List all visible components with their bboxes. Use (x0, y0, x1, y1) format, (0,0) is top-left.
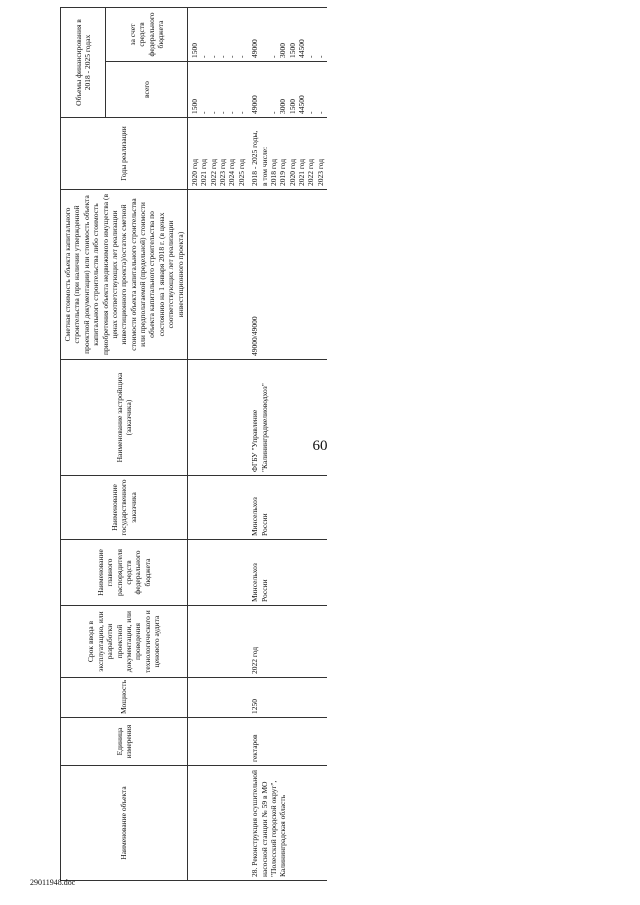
entry-estimate: 49000/49000 (248, 190, 327, 360)
continued-years (187, 118, 248, 190)
year-cell: 2019 год (278, 158, 288, 186)
financing-table (60, 7, 327, 881)
entry-state-customer: Минсельхоз России (248, 476, 327, 540)
page-number: 60 (312, 438, 328, 454)
federal-cell: - (306, 55, 316, 58)
federal-cell: - (268, 55, 278, 58)
entry-federal (248, 8, 327, 62)
total-cell: - (268, 111, 278, 114)
total-cell: 3000 (278, 99, 288, 114)
federal-cell: - (227, 55, 237, 58)
federal-cell: - (236, 55, 246, 58)
entry-unit: гектаров (248, 718, 327, 766)
entry-power: 1250 (248, 678, 327, 718)
federal-cell: 1500 (189, 43, 199, 58)
table-row-continued (187, 8, 248, 881)
continued-federal (187, 8, 248, 62)
total-cell (260, 65, 269, 114)
entry-years (248, 118, 327, 190)
year-cell: в том числе: (259, 146, 269, 186)
year-cell: 2023 год (218, 158, 227, 186)
header-name: Наименование объекта (61, 766, 188, 881)
header-federal: за счет средств федерального бюджета (106, 8, 187, 62)
federal-cell: - (208, 55, 218, 58)
entry-number: 28. (250, 867, 260, 877)
entry-developer: ФГБУ "Управление "Калининградмелиоводхоз" (248, 360, 327, 476)
year-cell: 2021 год (297, 158, 306, 186)
header-state-customer: Наименование государственного заказчика (61, 476, 188, 540)
footer-filename: 29011948.doc (30, 878, 76, 887)
total-cell: - (208, 111, 218, 114)
table-row-28 (248, 8, 327, 881)
header-estimate: Сметная стоимость объекта капитального строительства (при наличии утвержденной проектной документации) или стоимость объекта капитального строительства либо стоимость приобретения объекта недвижимого имущества (в ценах соответствующих лет реализации инвестиционного проекта)/остаток сметной стоимости объекта капитального строительства или предполагаемой (предельной) стоимости объекта капитального строительства по состоянию на 1 января 2018 г. (в ценах соответствующих лет реализации инвестиционного проекта) (61, 190, 188, 360)
year-cell: 2022 год (208, 158, 218, 186)
year-cell: 2023 год (315, 158, 325, 186)
federal-cell (260, 11, 269, 58)
continued-totals (187, 62, 248, 118)
entry-term: 2022 год (248, 606, 327, 678)
header-main-manager: Наименование главного распорядителя средств федерального бюджета (61, 540, 188, 606)
header-total: всего (106, 62, 187, 118)
federal-cell: - (218, 55, 227, 58)
header-unit: Единица измерения (61, 718, 188, 766)
total-cell: 49000 (250, 95, 260, 114)
table-wrapper (60, 8, 580, 881)
year-cell: 2018 - 2025 годы, (250, 130, 260, 186)
federal-cell: 1500 (287, 43, 297, 58)
year-cell: 2020 год (189, 158, 199, 186)
federal-cell: 3000 (278, 43, 288, 58)
year-cell: 2025 год (236, 158, 246, 186)
year-cell: 2021 год (199, 158, 209, 186)
federal-cell: 44500 (297, 39, 306, 58)
year-cell: 2018 год (268, 158, 278, 186)
year-cell: 2022 год (306, 158, 316, 186)
total-cell: - (227, 111, 237, 114)
header-years: Годы реализации (61, 118, 188, 190)
header-term: Срок ввода в эксплуатацию, или разработки проектной документации, или проведения технологического и ценового аудита (61, 606, 188, 678)
total-cell: 1500 (189, 99, 199, 114)
year-cell: 2020 год (287, 158, 297, 186)
header-power: Мощность (61, 678, 188, 718)
federal-cell: 49000 (250, 39, 260, 58)
entry-name: Реконструкция осушительной насосной станции № 59 в МО "Полесский городской округ", Калининградская область (250, 769, 288, 877)
federal-cell: - (199, 55, 209, 58)
total-cell: 44500 (297, 95, 306, 114)
rotated-table-frame (60, 8, 580, 881)
total-cell: - (315, 111, 325, 114)
year-cell: 2024 год (227, 158, 237, 186)
federal-cell: - (315, 55, 325, 58)
header-volumes: Объемы финансирования в 2018 - 2025 годах (61, 8, 106, 118)
total-cell: - (306, 111, 316, 114)
total-cell: - (199, 111, 209, 114)
entry-name-cell (248, 766, 327, 881)
total-cell: 1500 (287, 99, 297, 114)
header-developer: Наименование застройщика (заказчика) (61, 360, 188, 476)
entry-main-manager: Минсельхоз России (248, 540, 327, 606)
total-cell: - (236, 111, 246, 114)
total-cell: - (218, 111, 227, 114)
entry-totals (248, 62, 327, 118)
